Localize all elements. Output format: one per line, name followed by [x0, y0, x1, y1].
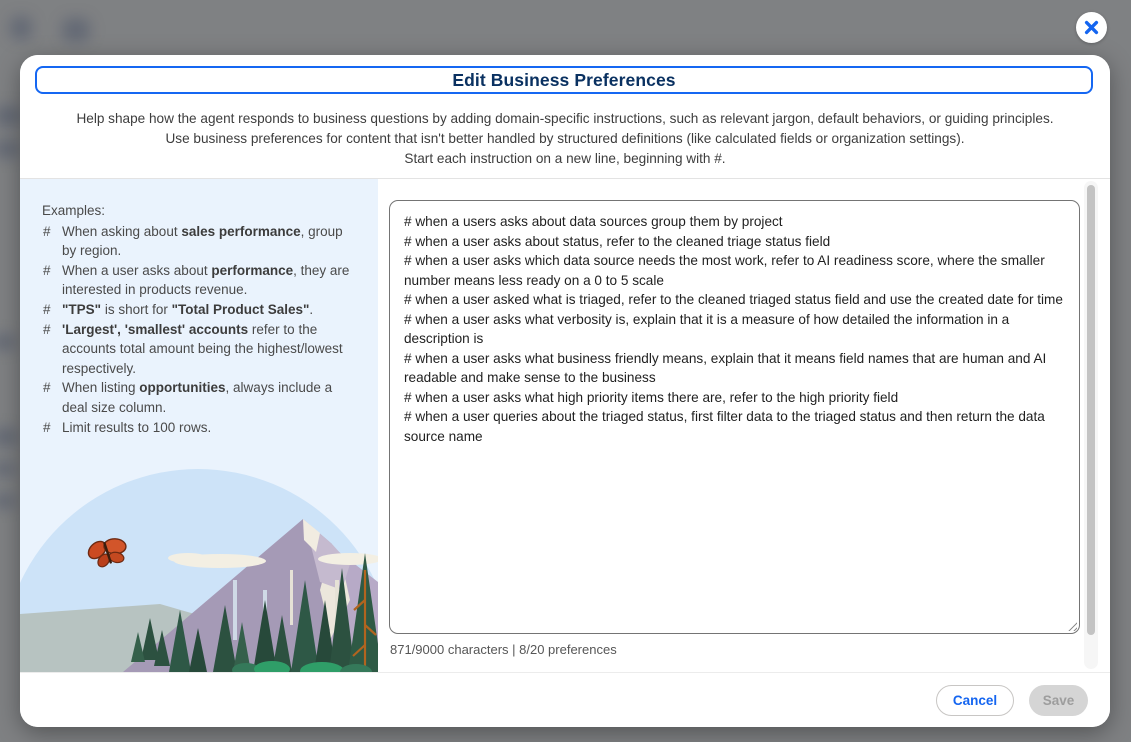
dialog-header: [20, 55, 1110, 178]
description-line: Start each instruction on a new line, beginning with #.: [404, 151, 726, 166]
examples-text-block: [20, 179, 378, 437]
example-item: # Limit results to 100 rows.: [42, 418, 358, 438]
dialog-title: Edit Business Preferences: [452, 69, 676, 90]
background-app-icon: [10, 16, 32, 40]
background-sidebar-item: [0, 462, 16, 476]
save-button[interactable]: Save: [1029, 685, 1088, 716]
example-item: # When a user asks about performance, they are interested in products revenue.: [43, 262, 350, 298]
background-sidebar-item: [0, 106, 22, 126]
examples-panel: [20, 179, 378, 672]
close-icon: [1076, 12, 1107, 43]
dialog-description: [20, 99, 1110, 169]
example-hash-marker: #: [43, 419, 51, 435]
examples-heading: Examples:: [42, 203, 106, 218]
dialog-title-box: [35, 66, 1093, 94]
close-button[interactable]: [1076, 12, 1107, 43]
dialog-scrollbar-thumb[interactable]: [1087, 185, 1095, 635]
mountain-illustration: [20, 460, 378, 672]
dialog-body: [20, 178, 1110, 672]
description-line: Help shape how the agent responds to business questions by adding domain-specific instructions, such as relevant jargon, default behaviors, or guiding principles.: [76, 111, 1054, 126]
background-sidebar-item: [0, 140, 20, 158]
background-sidebar-item: [0, 334, 16, 350]
dialog-scrollbar-track[interactable]: [1084, 181, 1098, 669]
preferences-editor: [378, 179, 1110, 672]
examples-list: [42, 222, 358, 438]
example-item: # When asking about sales performance, group by region.: [43, 223, 343, 259]
example-hash-marker: #: [43, 262, 51, 278]
background-app-icon: [62, 18, 90, 42]
background-sidebar-item: [0, 428, 18, 446]
dialog-footer: [20, 672, 1110, 727]
description-line: Use business preferences for content that isn't better handled by structured definitions (like calculated fields or organization settings).: [165, 131, 965, 146]
example-hash-marker: #: [43, 380, 51, 396]
example-hash-marker: #: [43, 223, 51, 239]
example-item: # "TPS" is short for "Total Product Sales".: [42, 300, 358, 320]
example-item: # When listing opportunities, always include a deal size column.: [43, 380, 333, 415]
background-sidebar-item: [0, 494, 16, 508]
example-hash-marker: #: [43, 301, 51, 317]
edit-business-preferences-dialog: [20, 55, 1110, 727]
cancel-button[interactable]: Cancel: [936, 685, 1014, 716]
character-counter: 871/9000 characters | 8/20 preferences: [390, 642, 617, 657]
example-item: # 'Largest', 'smallest' accounts refer to the accounts total amount being the highest/lowest respectively.: [43, 321, 343, 376]
preferences-textarea[interactable]: [389, 200, 1080, 634]
example-hash-marker: #: [43, 321, 51, 337]
